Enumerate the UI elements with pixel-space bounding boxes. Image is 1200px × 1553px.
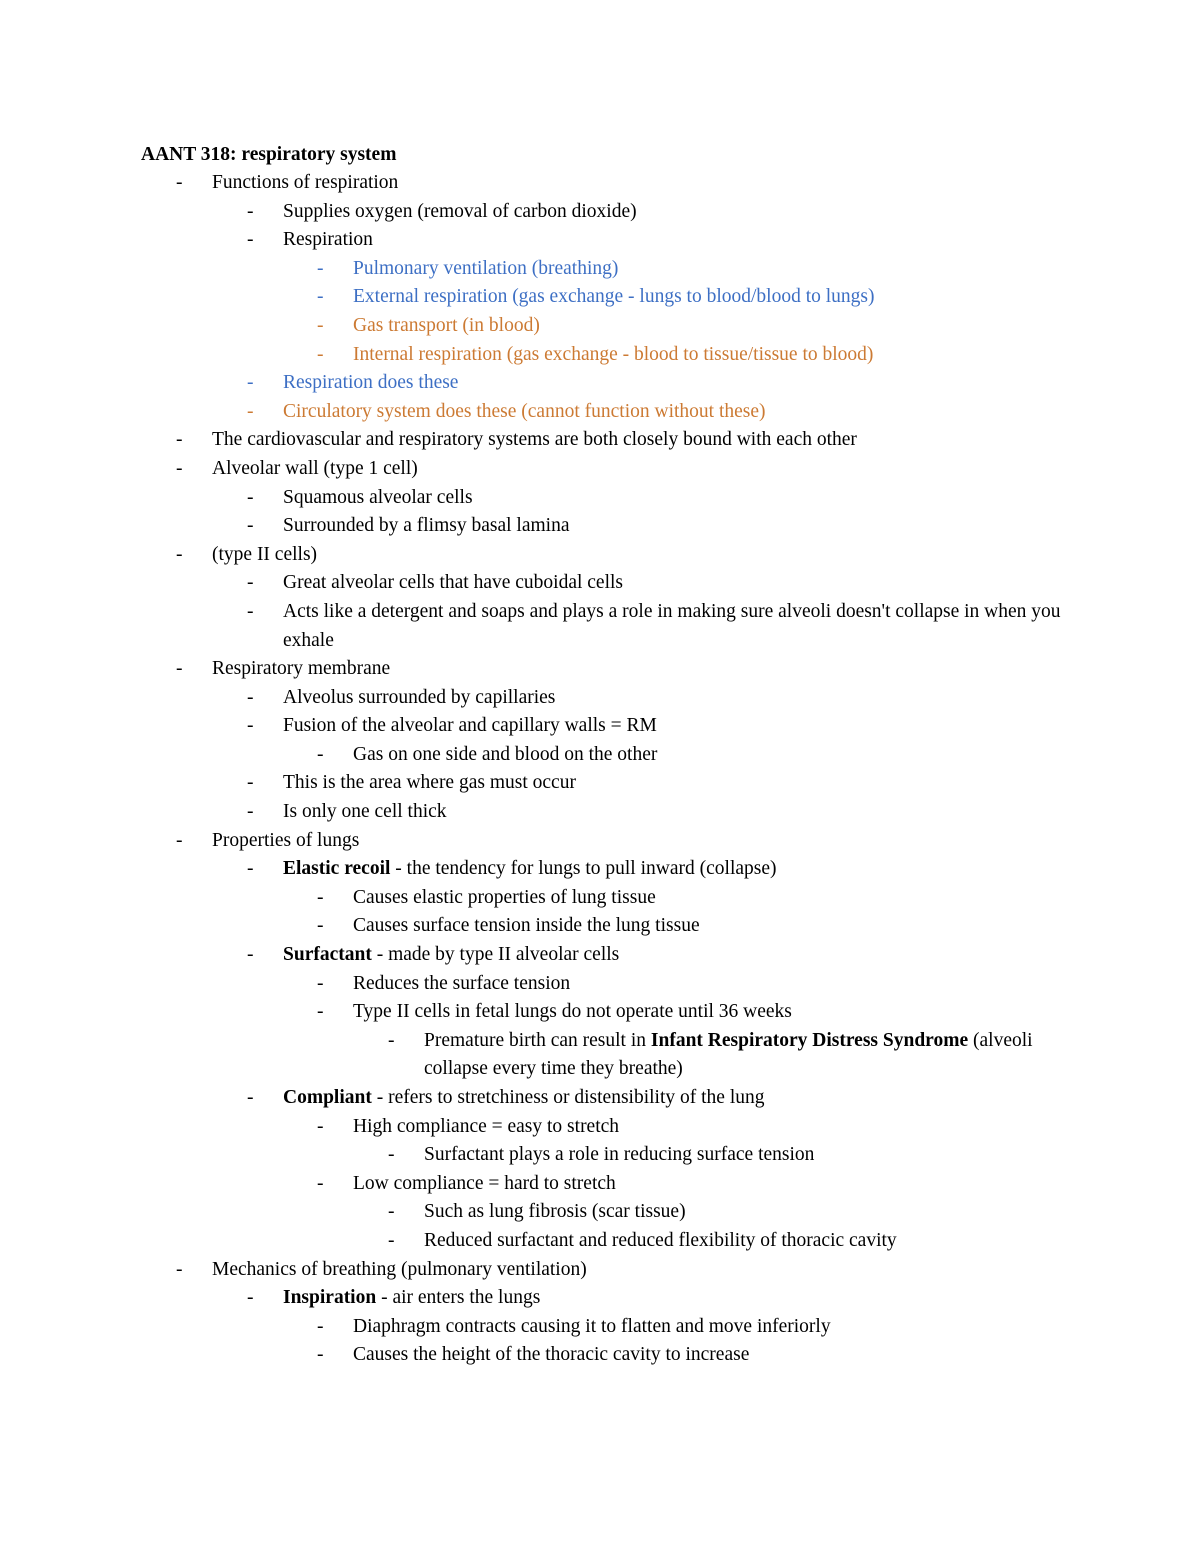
- list-item: - Squamous alveolar cells: [247, 486, 473, 508]
- list-item: - Alveolar wall (type 1 cell): [176, 457, 418, 479]
- list-item: - Circulatory system does these (cannot function without these): [247, 400, 766, 422]
- list-item: - High compliance = easy to stretch: [317, 1115, 620, 1137]
- list-item: - Surfactant plays a role in reducing surface tension: [388, 1144, 815, 1166]
- term-bold: Surfactant: [283, 944, 372, 966]
- list-item: - Causes the height of the thoracic cavity to increase: [317, 1344, 750, 1366]
- list-item: - External respiration (gas exchange - lungs to blood/blood to lungs): [317, 286, 875, 308]
- list-item: - Gas on one side and blood on the other: [317, 743, 658, 765]
- list-item: - Low compliance = hard to stretch: [317, 1172, 616, 1194]
- list-item: - Properties of lungs: [176, 829, 360, 851]
- outline-list: [0, 169, 1200, 1370]
- list-item: - Is only one cell thick: [247, 801, 447, 823]
- list-item: - Respiration does these: [247, 372, 459, 394]
- list-item: - Surrounded by a flimsy basal lamina: [247, 515, 570, 537]
- list-item: - Respiratory membrane: [176, 658, 391, 680]
- list-item: - Elastic recoil - the tendency for lungs to pull inward (collapse): [247, 858, 777, 880]
- list-item: - Fusion of the alveolar and capillary walls = RM: [247, 715, 657, 737]
- list-item: - Mechanics of breathing (pulmonary ventilation): [176, 1258, 587, 1280]
- list-item: - Reduced surfactant and reduced flexibility of thoracic cavity: [388, 1229, 897, 1251]
- list-item: - Such as lung fibrosis (scar tissue): [388, 1201, 686, 1223]
- list-item: - Great alveolar cells that have cuboidal cells: [247, 572, 624, 594]
- list-item: - Internal respiration (gas exchange - blood to tissue/tissue to blood): [317, 343, 874, 365]
- list-item: - (type II cells): [176, 543, 318, 565]
- list-item: - Gas transport (in blood): [317, 314, 540, 336]
- list-item: - Diaphragm contracts causing it to flatten and move inferiorly: [317, 1315, 831, 1337]
- list-item: - Respiration: [247, 229, 373, 251]
- term-bold: Compliant: [283, 1087, 372, 1108]
- term-bold: Inspiration: [283, 1287, 377, 1309]
- list-item: - Acts like a detergent and soaps and plays a role in making sure alveoli doesn't collapse in when you exhale: [247, 600, 1066, 651]
- list-item: - Functions of respiration: [176, 172, 399, 193]
- list-item: - Supplies oxygen (removal of carbon dioxide): [247, 200, 637, 222]
- list-item: - The cardiovascular and respiratory systems are both closely bound with each other: [176, 429, 857, 451]
- list-item: - Pulmonary ventilation (breathing): [317, 257, 619, 279]
- list-item: - Premature birth can result in Infant Respiratory Distress Syndrome (alveoli collapse every time they breathe): [388, 1029, 1038, 1080]
- list-item: - Reduces the surface tension: [317, 972, 571, 994]
- page-title: AANT 318: respiratory system: [141, 144, 397, 165]
- term-bold: Infant Respiratory Distress Syndrome: [650, 1029, 969, 1051]
- list-item: - Compliant - refers to stretchiness or distensibility of the lung: [247, 1087, 765, 1108]
- list-item: - This is the area where gas must occur: [247, 772, 576, 794]
- list-item: - Surfactant - made by type II alveolar cells: [247, 944, 620, 966]
- list-item: - Alveolus surrounded by capillaries: [247, 686, 556, 708]
- term-bold: Elastic recoil: [283, 858, 391, 880]
- list-item: - Causes surface tension inside the lung tissue: [317, 915, 700, 937]
- list-item: - Type II cells in fetal lungs do not operate until 36 weeks: [317, 1001, 792, 1023]
- list-item: - Causes elastic properties of lung tissue: [317, 886, 656, 908]
- list-item: - Inspiration - air enters the lungs: [247, 1287, 541, 1309]
